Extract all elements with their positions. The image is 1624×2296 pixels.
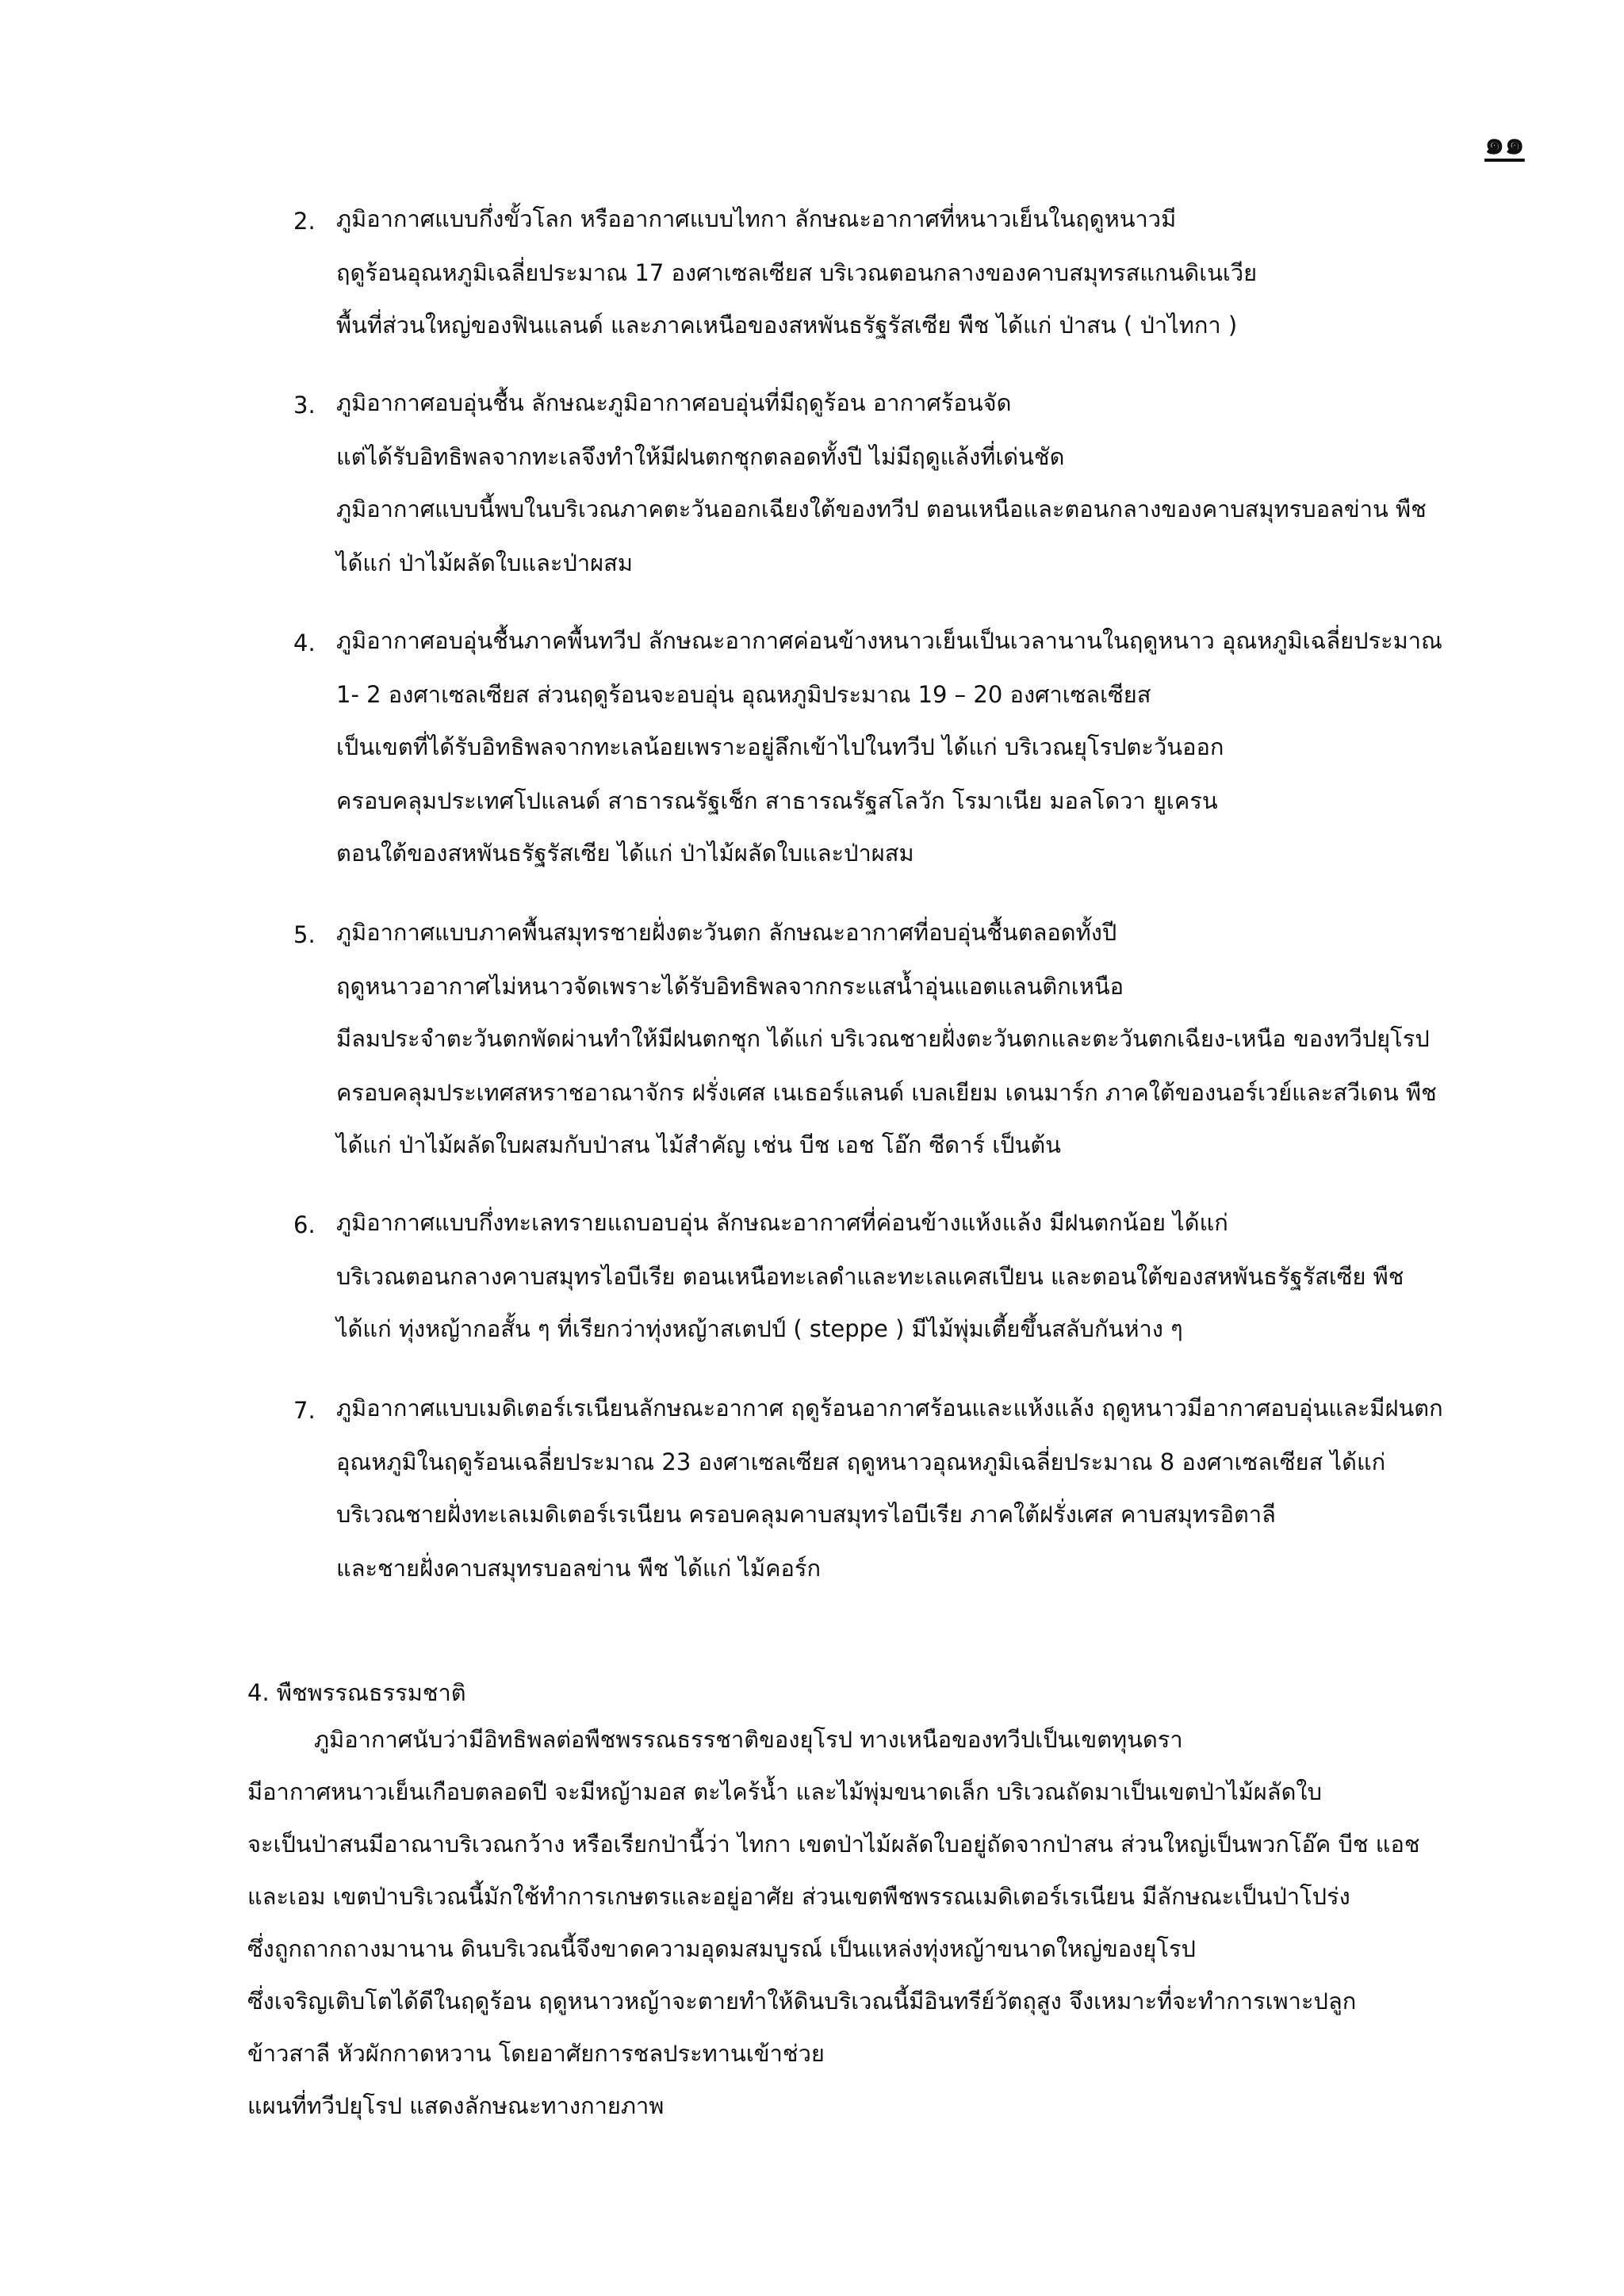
list-item-line: ภูมิอากาศอบอุ่นชื้น ลักษณะภูมิอากาศอบอุ่นที่มีฤดูร้อน อากาศร้อนจัด — [336, 389, 1012, 416]
list-item-line: ได้แก่ ทุ่งหญ้ากอสั้น ๆ ที่เรียกว่าทุ่งหญ้าสเตปป์ ( steppe ) มีไม้พุ่มเตี้ยขึ้นสลับกันห่าง ๆ — [336, 1315, 1183, 1342]
list-item-line: ภูมิอากาศแบบนี้พบในบริเวณภาคตะวันออกเฉียงใต้ของทวีป ตอนเหนือและตอนกลางของคาบสมุทรบอลข่าน พืช — [336, 496, 1427, 522]
list-item-line: ภูมิอากาศแบบกึ่งขั้วโลก หรืออากาศแบบไทกา ลักษณะอากาศที่หนาวเย็นในฤดูหนาวมี — [336, 205, 1177, 232]
list-item-line: บริเวณชายฝั่งทะเลเมดิเตอร์เรเนียน ครอบคลุมคาบสมุทรไอบีเรีย ภาคใต้ฝรั่งเศส คาบสมุทรอิตาลี — [336, 1501, 1276, 1528]
list-item-number: 4. — [293, 629, 316, 656]
list-item-number: 7. — [293, 1397, 316, 1424]
list-item-line: แต่ได้รับอิทธิพลจากทะเลจึงทำให้มีฝนตกชุกตลอดทั้งปี ไม่มีฤดูแล้งที่เด่นชัด — [336, 443, 1065, 470]
list-item-line: เป็นเขตที่ได้รับอิทธิพลจากทะเลน้อยเพราะอยู่ลึกเข้าไปในทวีป ได้แก่ บริเวณยุโรปตะวันออก — [336, 733, 1224, 760]
list-item-line: ได้แก่ ป่าไม้ผลัดใบและป่าผสม — [336, 549, 633, 576]
list-item-line: 1- 2 องศาเซลเซียส ส่วนฤดูร้อนจะอบอุ่น อุณหภูมิประมาณ 19 – 20 องศาเซลเซียส — [336, 681, 1151, 708]
paragraph-line: ซึ่งเจริญเติบโตได้ดีในฤดูร้อน ฤดูหนาวหญ้าจะตายทำให้ดินบริเวณนี้มีอินทรีย์วัตถุสูง จึงเหมาะที่จะทำการเพาะปลูก — [247, 1988, 1357, 2015]
section-heading: 4. พืชพรรณธรรมชาติ — [247, 1679, 466, 1706]
list-item-line: พื้นที่ส่วนใหญ่ของฟินแลนด์ และภาคเหนือของสหพันธรัฐรัสเซีย พืช ได้แก่ ป่าสน ( ป่าไทกา ) — [336, 312, 1238, 339]
list-item-line: และชายฝั่งคาบสมุทรบอลข่าน พืช ได้แก่ ไม้คอร์ก — [336, 1555, 822, 1582]
list-item-number: 2. — [293, 208, 316, 235]
list-item-line: ภูมิอากาศแบบภาคพื้นสมุทรชายฝั่งตะวันตก ลักษณะอากาศที่อบอุ่นชื้นตลอดทั้งปี — [336, 919, 1117, 946]
paragraph-line: มีอากาศหนาวเย็นเกือบตลอดปี จะมีหญ้ามอส ตะไคร้น้ำ และไม้พุ่มขนาดเล็ก บริเวณถัดมาเป็นเขตป่าไม้ผลัดใบ — [247, 1778, 1322, 1805]
list-item-line: ฤดูหนาวอากาศไม่หนาวจัดเพราะได้รับอิทธิพลจากกระแสน้ำอุ่นแอตแลนติกเหนือ — [336, 973, 1124, 1000]
list-item-line: ครอบคลุมประเทศโปแลนด์ สาธารณรัฐเช็ก สาธารณรัฐสโลวัก โรมาเนีย มอลโดวา ยูเครน — [336, 787, 1218, 814]
paragraph-line: แผนที่ทวีปยุโรป แสดงลักษณะทางกายภาพ — [247, 2092, 665, 2119]
list-item-line: มีลมประจำตะวันตกพัดผ่านทำให้มีฝนตกชุก ได้แก่ บริเวณชายฝั่งตะวันตกและตะวันตกเฉียง-เหนือ ของทวีปยุโรป — [336, 1025, 1430, 1052]
paragraph-line: จะเป็นป่าสนมีอาณาบริเวณกว้าง หรือเรียกป่านี้ว่า ไทกา เขตป่าไม้ผลัดใบอยู่ถัดจากป่าสน ส่วนใหญ่เป็นพวกโอ๊ค บีช แอช — [247, 1831, 1420, 1858]
paragraph-line: ภูมิอากาศนับว่ามีอิทธิพลต่อพืชพรรณธรรชาติของยุโรป ทางเหนือของทวีปเป็นเขตทุนดรา — [314, 1726, 1183, 1753]
page-number: ๑๑ — [1484, 125, 1525, 162]
list-item-line: อุณหภูมิในฤดูร้อนเฉลี่ยประมาณ 23 องศาเซลเซียส ฤดูหนาวอุณหภูมิเฉลี่ยประมาณ 8 องศาเซลเซียส ได้แก่ — [336, 1448, 1386, 1475]
paragraph-line: ซึ่งถูกถากถางมานาน ดินบริเวณนี้จึงขาดความอุดมสมบูรณ์ เป็นแหล่งทุ่งหญ้าขนาดใหญ่ของยุโรป — [247, 1935, 1196, 1962]
list-item-line: ภูมิอากาศอบอุ่นชื้นภาคพื้นทวีป ลักษณะอากาศค่อนข้างหนาวเย็นเป็นเวลานานในฤดูหนาว อุณหภูมิเฉลี่ยประมาณ — [336, 627, 1442, 654]
list-item-number: 5. — [293, 921, 316, 948]
list-item-number: 6. — [293, 1211, 316, 1238]
paragraph-line: และเอม เขตป่าบริเวณนี้มักใช้ทำการเกษตรและอยู่อาศัย ส่วนเขตพืชพรรณเมดิเตอร์เรเนียน มีลักษณะเป็นป่าโปร่ง — [247, 1883, 1350, 1910]
list-item-line: ได้แก่ ป่าไม้ผลัดใบผสมกับป่าสน ไม้สำคัญ เช่น บีช เอช โอ๊ก ซีดาร์ เป็นต้น — [336, 1131, 1062, 1158]
list-item-line: ฤดูร้อนอุณหภูมิเฉลี่ยประมาณ 17 องศาเซลเซียส บริเวณตอนกลางของคาบสมุทรสแกนดิเนเวีย — [336, 259, 1258, 286]
list-item-line: ครอบคลุมประเทศสหราชอาณาจักร ฝรั่งเศส เนเธอร์แลนด์ เบลเยียม เดนมาร์ก ภาคใต้ของนอร์เวย์และสวีเดน พืช — [336, 1079, 1437, 1106]
list-item-line: ภูมิอากาศแบบเมดิเตอร์เรเนียนลักษณะอากาศ ฤดูร้อนอากาศร้อนและแห้งแล้ง ฤดูหนาวมีอากาศอบอุ่นและมีฝนตก — [336, 1395, 1443, 1422]
list-item-line: ภูมิอากาศแบบกึ่งทะเลทรายแถบอบอุ่น ลักษณะอากาศที่ค่อนข้างแห้งแล้ง มีฝนตกน้อย ได้แก่ — [336, 1209, 1228, 1236]
list-item-line: บริเวณตอนกลางคาบสมุทรไอบีเรีย ตอนเหนือทะเลดำและทะเลแคสเปียน และตอนใต้ของสหพันธรัฐรัสเซีย พืช — [336, 1263, 1404, 1290]
list-item-line: ตอนใต้ของสหพันธรัฐรัสเซีย ได้แก่ ป่าไม้ผลัดใบและป่าผสม — [336, 840, 914, 867]
paragraph-line: ข้าวสาลี หัวผักกาดหวาน โดยอาศัยการชลประทานเข้าช่วย — [247, 2040, 825, 2067]
list-item-number: 3. — [293, 392, 316, 419]
